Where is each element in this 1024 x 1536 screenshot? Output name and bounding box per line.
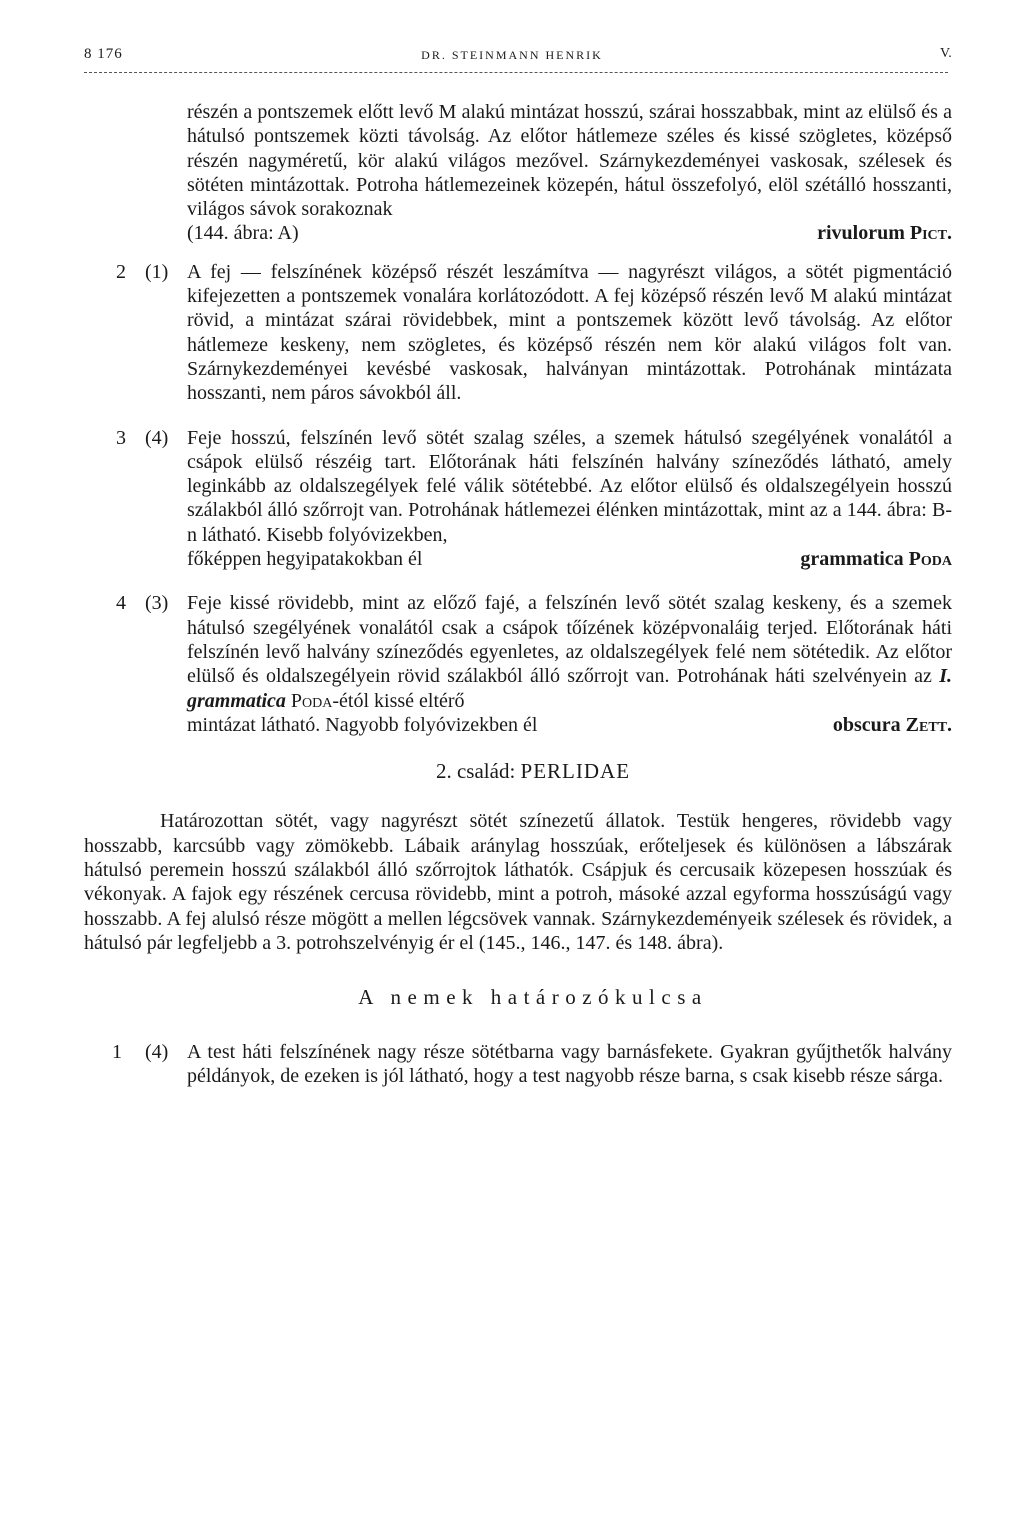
taxon-line — [187, 221, 952, 245]
continuation-tail: (144. ábra: A) — [187, 222, 299, 245]
entry-alt-number: (4) — [145, 426, 169, 449]
taxon-species: grammatica — [800, 548, 904, 571]
page-number: 8 176 — [84, 46, 123, 62]
species-reference-author: Poda — [290, 689, 333, 712]
entry-text-cont: -étól kissé eltérő — [332, 689, 465, 712]
entry-text: Feje kissé rövidebb, mint az előző fajé, a felszínén levő sötét szalag keskeny, és a szemek hátulsó szegélyének vonalától csak a csápok tőízének középvonaláig terjed. Előtorának háti felszínén levő halvány színeződés egyenletes, az oldalszegélyek felé nem sötétedik. Az előtor elülső és oldalszegélyein rövid szálakból álló szőrrojt van. Potrohának háti szelvényein az — [187, 592, 952, 688]
header-mark: V. — [940, 46, 952, 61]
entry-number: 3 — [116, 426, 126, 449]
entry-text: Feje hosszú, felszínén levő sötét szalag széles, a szemek hátulsó szegélyének vonalától a csápok elülső részéig tart. Előtorának háti felszínén halvány színeződés látható, amely leginkább az oldalszegélyek felé válik sötétebbé. Az előtor elülső és oldalszegélyein hosszú szálakból álló szőrrojt van. Potrohának hátlemezei élénken mintázottak, mint az a 144. ábra: B-n látható. Kisebb folyóvizekben, — [187, 426, 952, 546]
taxon-name — [833, 713, 952, 737]
taxon-line — [187, 713, 952, 737]
key-entry-4 — [84, 591, 952, 737]
entry-number: 1 — [112, 1040, 122, 1063]
entry-text: A fej — felszínének középső részét leszámítva — nagyrészt világos, a sötét pigmentáció kifejezetten a pontszemek vonalára korlátozódott. A fej középső részén levő M alakú mintázat rövid, a mintázat szárai rövidebbek, mint a pontszemek között levő távolság. Az előtor hátlemeze keskeny, nem szögletes, és középső részén nem kör alakú világos folt van. Szárnykezdeményei kevésbé vaskosak, halványan mintázottak. Potrohának mintázata hosszanti, nem páros sávokból áll. — [187, 260, 952, 405]
entry-alt-number: (1) — [145, 260, 169, 283]
family-label: 2. család: — [435, 759, 516, 784]
taxon-author: Poda — [908, 548, 952, 571]
header-rule — [84, 72, 948, 73]
species-reference: I. grammatica — [187, 665, 953, 712]
key-entry-3 — [84, 426, 952, 572]
running-title: DR. STEINMANN HENRIK — [421, 48, 603, 62]
entry-number: 4 — [116, 592, 126, 615]
key-heading: A nemek határozókulcsa — [358, 985, 708, 1010]
entry-tail: mintázat látható. Nagyobb folyóvizekben él — [187, 713, 538, 736]
taxon-species: obscura — [832, 713, 901, 736]
genus-key-entry-1 — [84, 1040, 952, 1089]
entry-alt-number: (4) — [145, 1040, 169, 1063]
continuation-text: részén a pontszemek előtt levő M alakú mintázat hosszú, szárai hosszabbak, mint az elülső és a hátulsó pontszemek közti távolság. Az előtor hátlemeze széles és kissé szögletes, középső részén nagyméretű, kör alakú világos mezővel. Szárnykezdeményei vaskosak, szélesek és sötéten mintázottak. Potroha hátlemezeinek közepén, hátul összefolyó, elöl szétálló hosszanti, világos sávok sorakoznak — [187, 101, 952, 221]
taxon-name — [800, 547, 952, 571]
taxon-name — [817, 221, 952, 245]
page-header — [0, 46, 1024, 86]
continuation-paragraph — [84, 100, 952, 246]
entry-number: 2 — [116, 260, 126, 283]
family-heading — [84, 759, 952, 783]
entry-text: A test háti felszínének nagy része sötétbarna vagy barnásfekete. Gyakran gyűjthetők halvány példányok, de ezeken is jól látható, hogy a test nagyobb része barna, s csak kisebb része sárga. — [187, 1040, 952, 1087]
entry-alt-number: (3) — [145, 592, 169, 615]
family-description: Határozottan sötét, vagy nagyrészt sötét színezetű állatok. Testük hengeres, rövidebb vagy hosszabb, karcsúbb vagy zömökebb. Lábaik aránylag hosszúak, erőteljesek és különösen a lábszárak hátulsó peremein hosszú szálakból álló szőrrojtok láthatók. Csápjuk és cercusaik közepesen hosszúak és vékonyak. A fajok egy részének cercusa rövidebb, mint a potroh, másoké azzal egyforma hosszúságú vagy hosszabb. A fej alulsó része mögött a mellen légcsövek vannak. Szárnykezdeményeik szélesek és rövidek, a hátulsó pár legfeljebb a 3. potrohszelvényig ér el (145., 146., 147. és 148. ábra). — [84, 810, 952, 954]
taxon-author: Pict. — [909, 222, 952, 245]
taxon-author: Zett. — [905, 713, 952, 736]
taxon-species: rivulorum — [817, 222, 905, 245]
family-name: PERLIDAE — [520, 759, 631, 784]
page-body — [84, 100, 952, 1098]
taxon-line — [187, 547, 952, 571]
key-entry-2 — [84, 260, 952, 406]
entry-tail: főképpen hegyipatakokban él — [187, 548, 423, 571]
